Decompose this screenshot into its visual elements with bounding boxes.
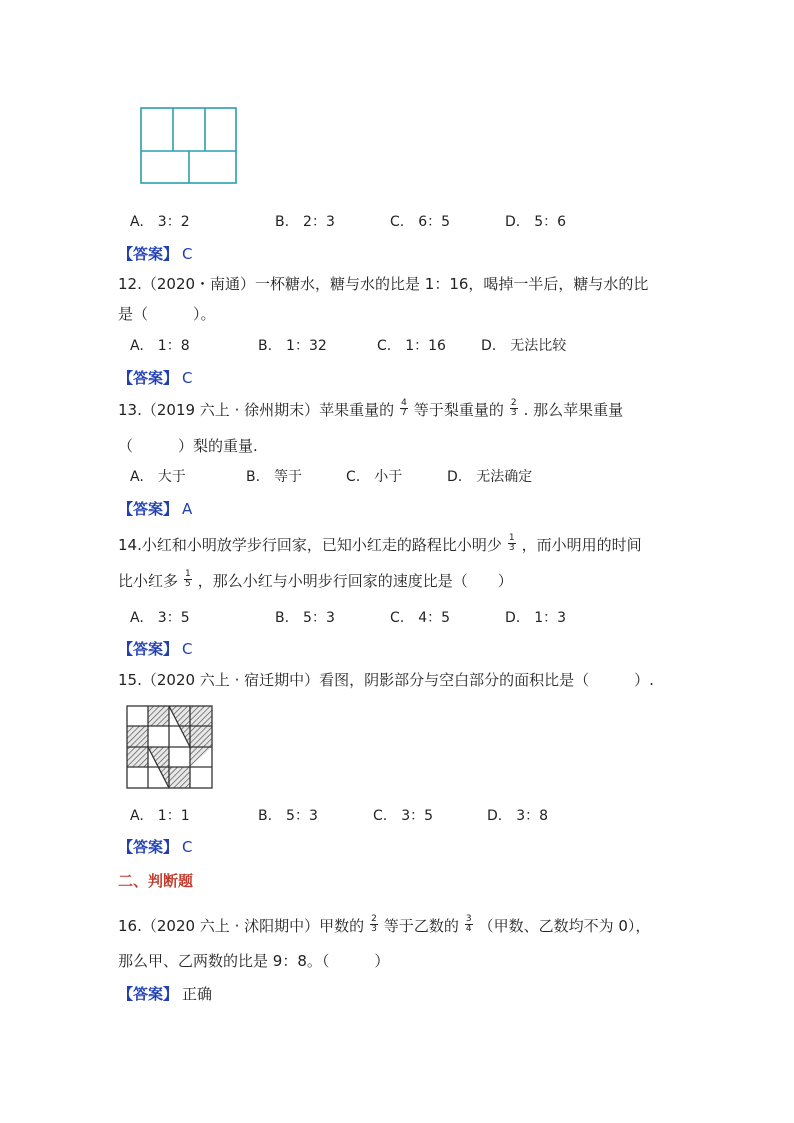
- q13-text-pre: 13.（2019 六上 · 徐州期末）苹果重量的: [118, 401, 395, 419]
- q11-option-a: A. 3：2: [130, 214, 190, 230]
- q12-option-b: B. 1：32: [258, 338, 327, 354]
- q11-option-b: B. 2：3: [275, 214, 335, 230]
- q14-option-b: B. 5：3: [275, 610, 335, 626]
- q14-stem-line1: [118, 535, 642, 555]
- q14-text-line2-post: ，那么小红与小明步行回家的速度比是（ ）: [197, 572, 513, 590]
- answer-label: 【答案】: [118, 245, 179, 263]
- q12-option-c: C. 1：16: [377, 338, 446, 354]
- q11-option-d: D. 5：6: [505, 214, 567, 230]
- answer-value: C: [182, 369, 193, 387]
- answer-value: C: [182, 245, 193, 263]
- q14-answer: [118, 638, 193, 659]
- q13-text-mid: 等于梨重量的: [413, 401, 504, 419]
- answer-value: C: [182, 640, 193, 658]
- q14-text-pre: 14.小红和小明放学步行回家，已知小红走的路程比小明少: [118, 536, 502, 554]
- q16-text-pre: 16.（2020 六上 · 沭阳期中）甲数的: [118, 917, 365, 935]
- q14-option-d: D. 1：3: [505, 610, 567, 626]
- q13-stem-line2: （ ）梨的重量.: [118, 437, 258, 455]
- q11-answer: [118, 243, 193, 264]
- q15-option-c: C. 3：5: [373, 808, 434, 824]
- fraction: $\frac{3}{4}$: [465, 914, 472, 934]
- answer-value: A: [182, 500, 193, 518]
- fraction: $\frac{1}{3}$: [508, 533, 515, 553]
- fraction: $\frac{1}{5}$: [185, 569, 191, 589]
- q14-text-post: ，而小明用的时间: [521, 536, 642, 554]
- q13-stem-line1: [118, 400, 623, 420]
- answer-label: 【答案】: [118, 369, 179, 387]
- q12-stem-line1: 12.（2020・南通）一杯糖水，糖与水的比是 1：16，喝掉一半后，糖与水的比: [118, 275, 649, 293]
- q15-answer: [118, 836, 193, 857]
- q16-text-mid: 等于乙数的: [383, 917, 459, 935]
- shaded-grid-figure-q15: [126, 705, 214, 789]
- q13-option-c: C. 小于: [346, 469, 403, 485]
- q16-stem-line1: [118, 916, 650, 936]
- fraction: $\frac{2}{3}$: [371, 914, 377, 934]
- q12-option-a: A. 1：8: [130, 338, 190, 354]
- q14-text-line2-pre: 比小红多: [118, 572, 179, 590]
- q16-stem-line2: 那么甲、乙两数的比是 9：8。（ ）: [118, 952, 390, 970]
- answer-label: 【答案】: [118, 838, 179, 856]
- answer-value: 正确: [182, 985, 213, 1003]
- q12-answer: [118, 367, 193, 388]
- q15-option-b: B. 5：3: [258, 808, 318, 824]
- q15-option-d: D. 3：8: [487, 808, 549, 824]
- fraction: $\frac{4}{7}$: [401, 398, 407, 418]
- q13-option-d: D. 无法确定: [447, 469, 533, 485]
- q13-option-b: B. 等于: [246, 469, 303, 485]
- answer-value: C: [182, 838, 193, 856]
- q16-text-post: （甲数、乙数均不为 0），: [478, 917, 651, 935]
- q15-option-a: A. 1：1: [130, 808, 190, 824]
- rectangle-figure-q11: [140, 107, 238, 185]
- q12-stem-line2: 是（ ）。: [118, 305, 216, 323]
- q14-option-c: C. 4：5: [390, 610, 451, 626]
- q15-stem: 15.（2020 六上 · 宿迁期中）看图，阴影部分与空白部分的面积比是（ ）.: [118, 671, 654, 689]
- q14-stem-line2: [118, 571, 513, 591]
- q13-text-post: . 那么苹果重量: [523, 401, 624, 419]
- q14-option-a: A. 3：5: [130, 610, 190, 626]
- answer-label: 【答案】: [118, 985, 179, 1003]
- q13-option-a: A. 大于: [130, 469, 186, 485]
- q11-option-c: C. 6：5: [390, 214, 451, 230]
- fraction: $\frac{2}{3}$: [510, 398, 517, 418]
- q12-option-d: D. 无法比较: [481, 338, 567, 354]
- section-title-judgment: 二、判断题: [118, 872, 194, 890]
- answer-label: 【答案】: [118, 640, 179, 658]
- answer-label: 【答案】: [118, 500, 179, 518]
- q13-answer: [118, 498, 192, 519]
- q16-answer: [118, 983, 212, 1004]
